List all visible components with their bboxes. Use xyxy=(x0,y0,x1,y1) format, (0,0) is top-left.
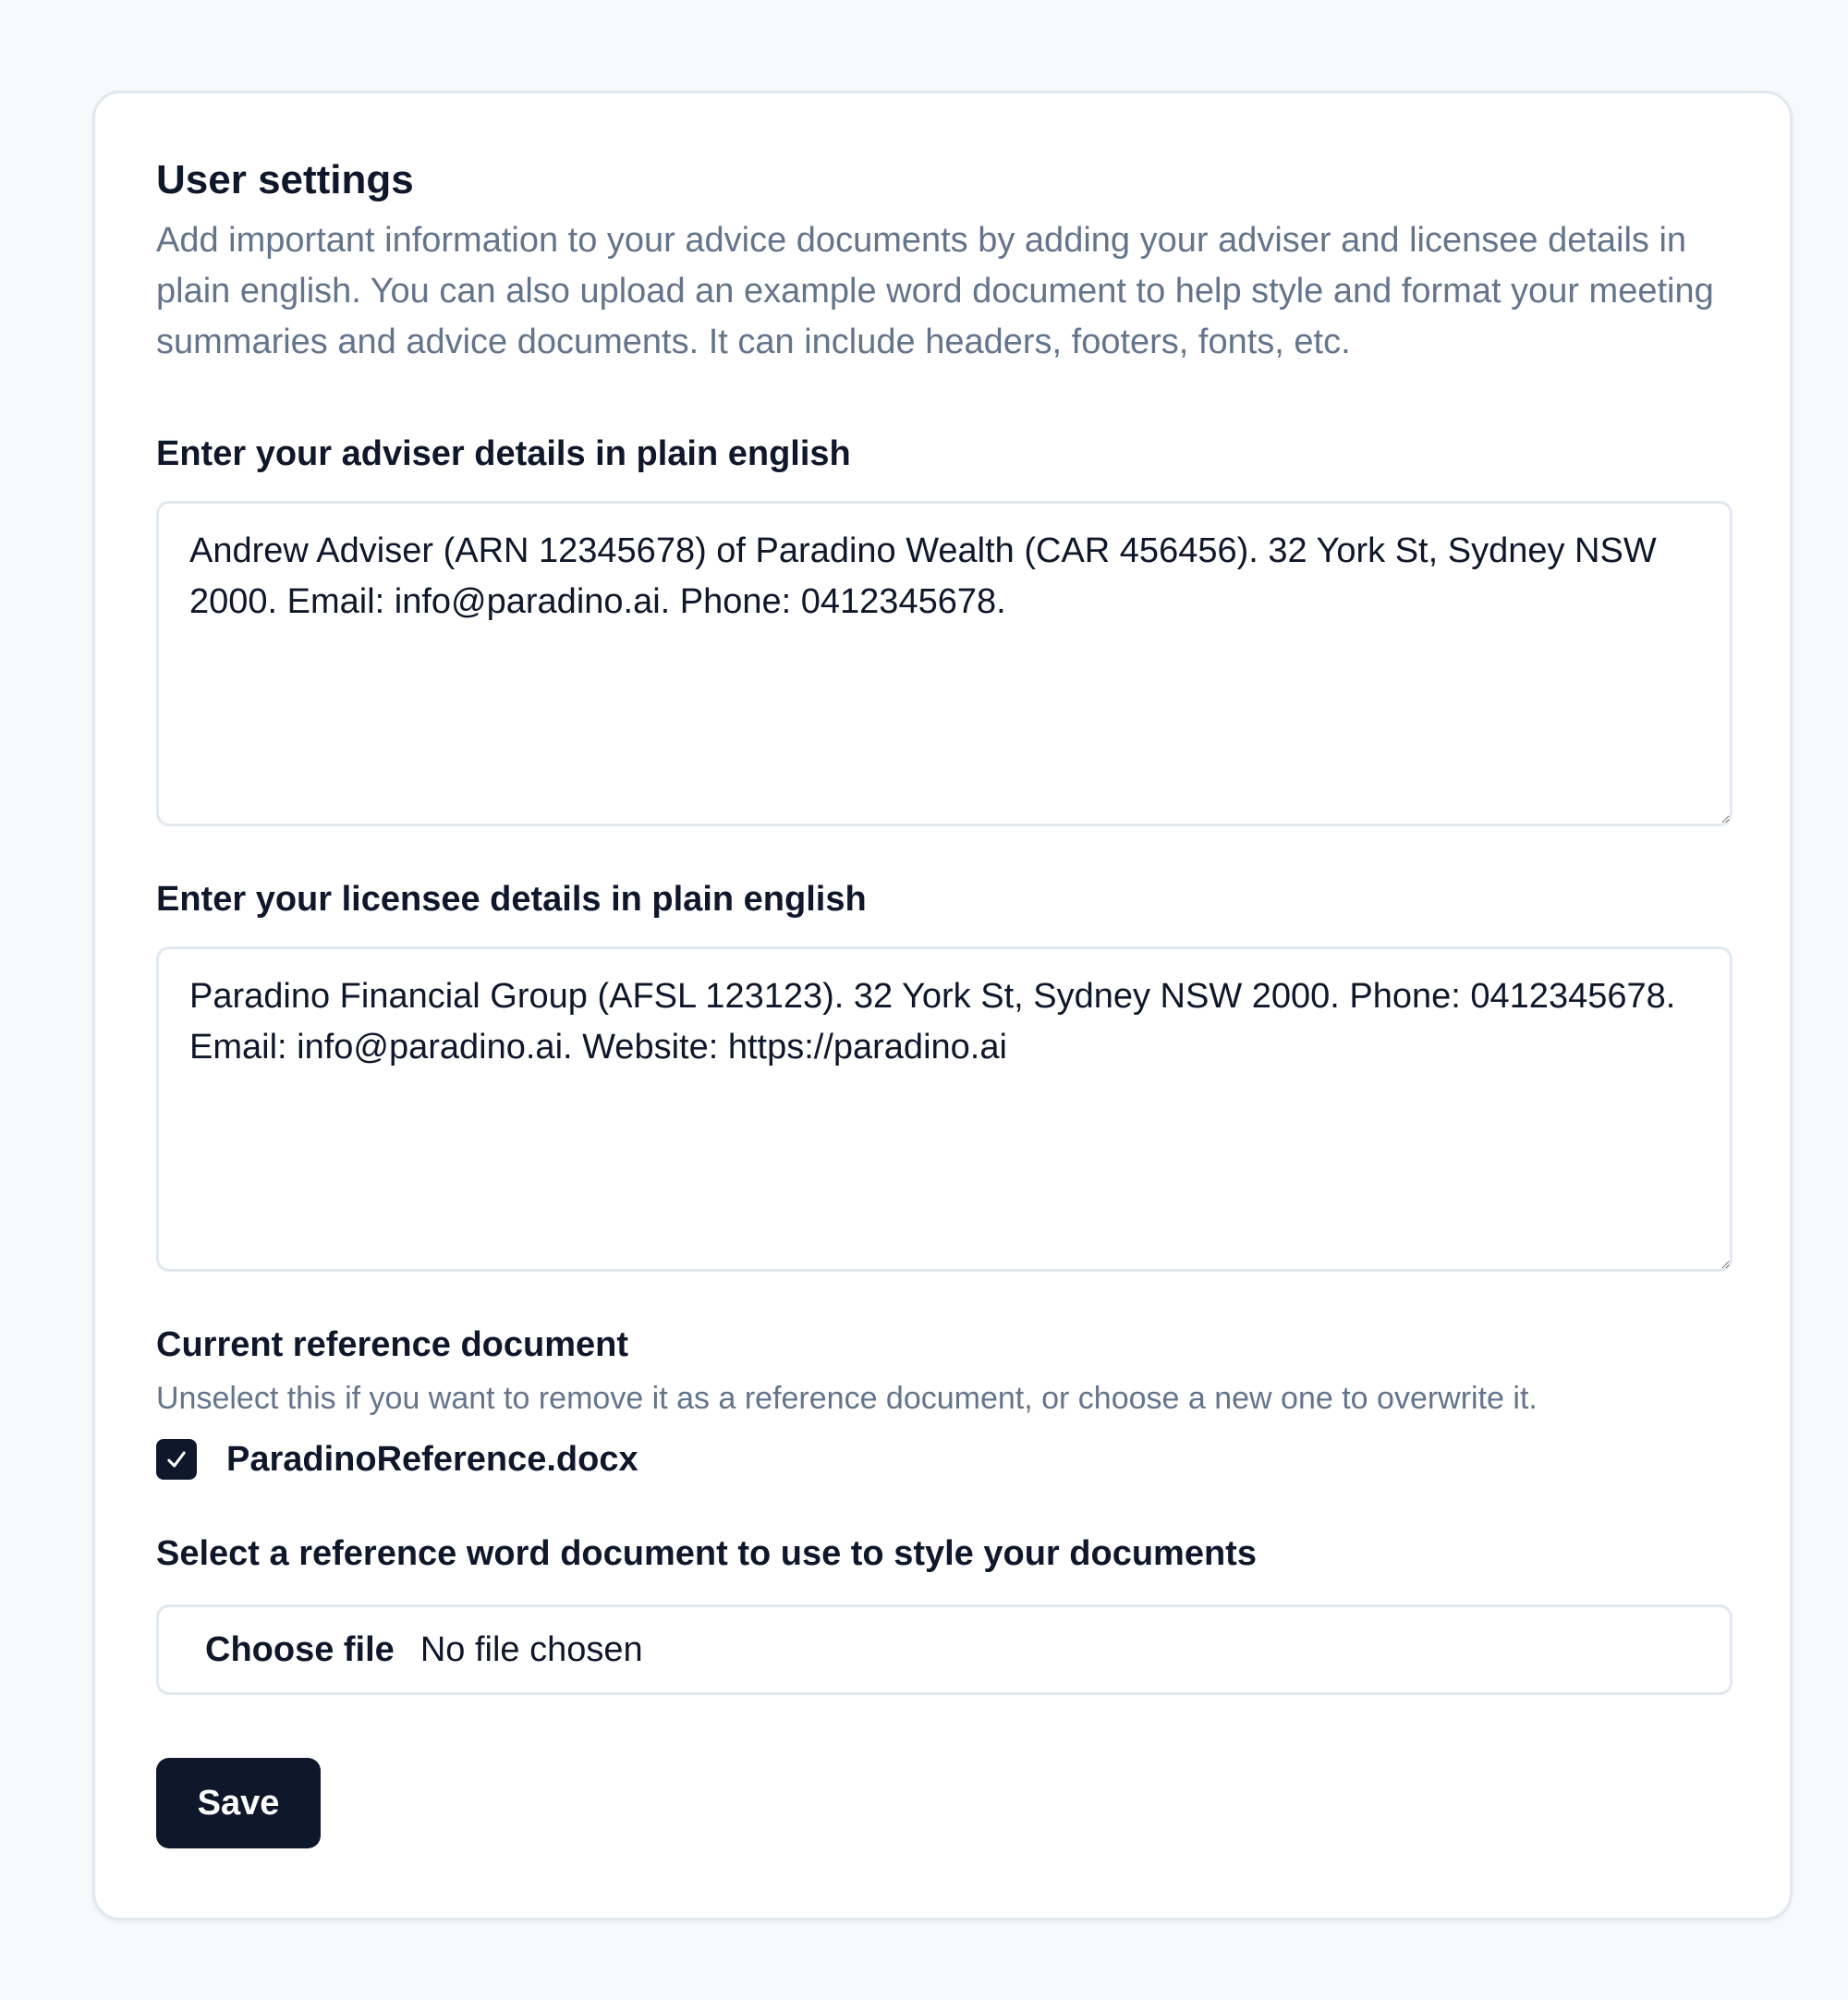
adviser-details-textarea[interactable] xyxy=(156,501,1732,826)
licensee-details-label: Enter your licensee details in plain english xyxy=(156,880,867,919)
reference-document-checkbox[interactable] xyxy=(156,1439,197,1480)
reference-document-help: Unselect this if you want to remove it as a reference document, or choose a new one to overwrite it. xyxy=(156,1381,1538,1416)
reference-document-row xyxy=(156,1436,1729,1482)
settings-card xyxy=(92,91,1793,1921)
upload-reference-label: Select a reference word document to use to style your documents xyxy=(156,1534,1257,1573)
check-icon xyxy=(164,1446,189,1472)
page-description: Add important information to your advice documents by adding your adviser and licensee details in plain english. You can also upload an example word document to help style and format your meeting summaries and advice documents. It can include headers, footers, fonts, etc. xyxy=(156,221,1714,361)
page-title: User settings xyxy=(156,157,414,202)
file-input[interactable] xyxy=(156,1604,1732,1695)
file-status: No file chosen xyxy=(419,1629,643,1669)
reference-document-heading: Current reference document xyxy=(156,1325,629,1364)
adviser-details-label: Enter your adviser details in plain english xyxy=(156,434,851,473)
choose-file-button[interactable]: Choose file xyxy=(205,1629,395,1669)
reference-document-filename: ParadinoReference.docx xyxy=(226,1440,638,1479)
save-button[interactable]: Save xyxy=(156,1758,321,1848)
licensee-details-textarea[interactable] xyxy=(156,946,1732,1272)
